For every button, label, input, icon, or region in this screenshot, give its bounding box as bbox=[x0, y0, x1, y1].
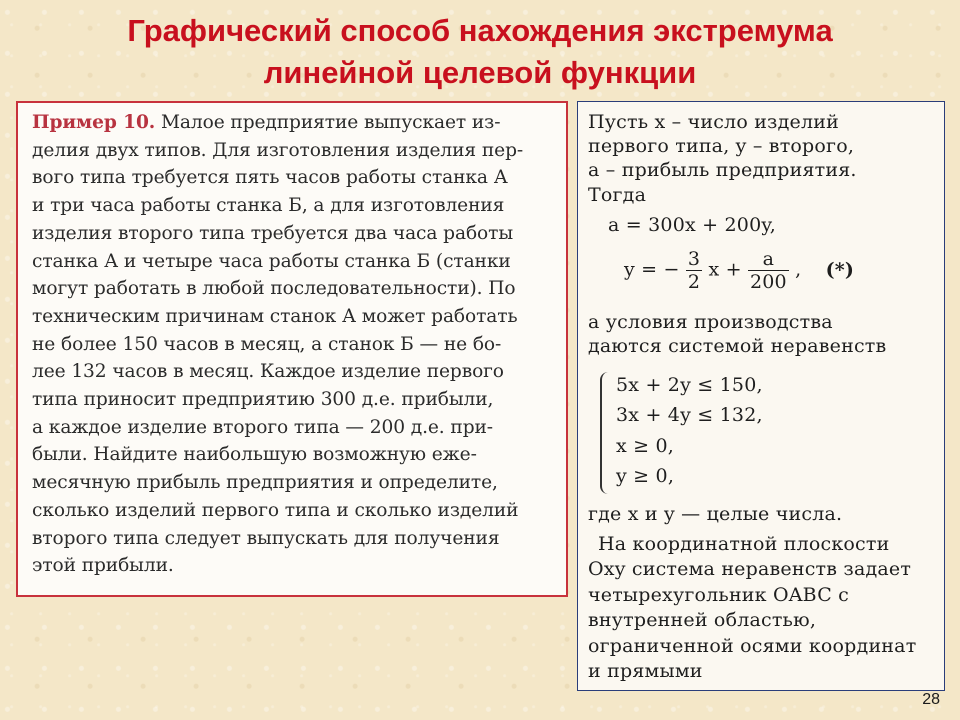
problem-line: типа приносит предприятию 300 д.е. прибыли, bbox=[32, 389, 494, 411]
problem-line: и три часа работы станка Б, а для изготовления bbox=[32, 195, 505, 217]
problem-line: могут работать в любой последовательности). По bbox=[32, 278, 516, 300]
solution-intro-line: Пусть x – число изделий bbox=[588, 111, 839, 133]
equation-star-label: (*) bbox=[825, 258, 855, 281]
fraction-three-halves bbox=[686, 248, 702, 293]
inequality-row: 5x + 2y ≤ 150, bbox=[616, 374, 763, 396]
region-text-line: На координатной плоскости bbox=[598, 533, 890, 555]
line-equation bbox=[624, 248, 854, 293]
solution-box bbox=[577, 101, 945, 691]
region-text-line: ограниченной осями координат bbox=[588, 635, 917, 657]
problem-statement-box bbox=[16, 101, 568, 597]
inequality-row: x ≥ 0, bbox=[616, 435, 675, 457]
problem-line: месячную прибыль предприятия и определите, bbox=[32, 472, 498, 494]
region-text-line: и прямыми bbox=[588, 660, 703, 682]
system-brace bbox=[600, 372, 612, 494]
integers-note: где x и y — целые числа. bbox=[588, 503, 843, 525]
solution-intro-line: a – прибыль предприятия. bbox=[588, 159, 857, 181]
region-text-line: четырехугольник OABC с bbox=[588, 584, 850, 606]
profit-formula: a = 300x + 200y, bbox=[608, 214, 777, 236]
equation-prefix: y = − bbox=[624, 258, 680, 281]
equation-suffix: , bbox=[795, 258, 802, 281]
conditions-intro-line: а условия производства bbox=[588, 311, 833, 333]
slide-title-line-1: Графический способ нахождения экстремума bbox=[127, 13, 833, 48]
problem-line: второго типа следует выпускать для получения bbox=[32, 527, 500, 549]
problem-line: этой прибыли. bbox=[32, 555, 174, 577]
conditions-intro-line: даются системой неравенств bbox=[588, 335, 887, 357]
equation-middle: x + bbox=[708, 258, 742, 281]
problem-line: станка А и четыре часа работы станка Б (станки bbox=[32, 250, 511, 272]
fraction-denominator: 2 bbox=[687, 271, 701, 293]
region-text-line: Oxy система неравенств задает bbox=[588, 558, 912, 580]
inequality-row: y ≥ 0, bbox=[616, 465, 675, 487]
problem-line: были. Найдите наибольшую возможную еже- bbox=[32, 444, 477, 466]
slide-title bbox=[0, 10, 960, 94]
problem-line: делия двух типов. Для изготовления изделия пер- bbox=[32, 139, 524, 161]
problem-line: изделия второго типа требуется два часа работы bbox=[32, 222, 514, 244]
page-number: 28 bbox=[922, 691, 940, 708]
fraction-numerator: a bbox=[748, 248, 789, 271]
region-text-line: внутренней областью, bbox=[588, 609, 817, 631]
problem-line: а каждое изделие второго типа — 200 д.е. при- bbox=[32, 416, 493, 438]
slide-title-line-2: линейной целевой функции bbox=[263, 55, 697, 90]
problem-line: лее 132 часов в месяц. Каждое изделие первого bbox=[32, 361, 504, 383]
problem-line: сколько изделий первого типа и сколько изделий bbox=[32, 499, 519, 521]
fraction-denominator: 200 bbox=[749, 271, 787, 293]
problem-line bbox=[32, 109, 558, 137]
inequality-row: 3x + 4y ≤ 132, bbox=[616, 404, 763, 426]
solution-intro-line: Тогда bbox=[588, 184, 647, 206]
problem-line: вого типа требуется пять часов работы станка А bbox=[32, 167, 508, 189]
example-label: Пример 10. bbox=[32, 112, 156, 133]
problem-line: не более 150 часов в месяц, а станок Б — не бо- bbox=[32, 333, 502, 355]
problem-line-text: Малое предприятие выпускает из- bbox=[160, 112, 501, 133]
problem-line: техническим причинам станок А может работать bbox=[32, 305, 518, 327]
fraction-numerator: 3 bbox=[687, 248, 701, 270]
fraction-a-over-200 bbox=[748, 248, 789, 293]
solution-intro-line: первого типа, y – второго, bbox=[588, 135, 855, 157]
